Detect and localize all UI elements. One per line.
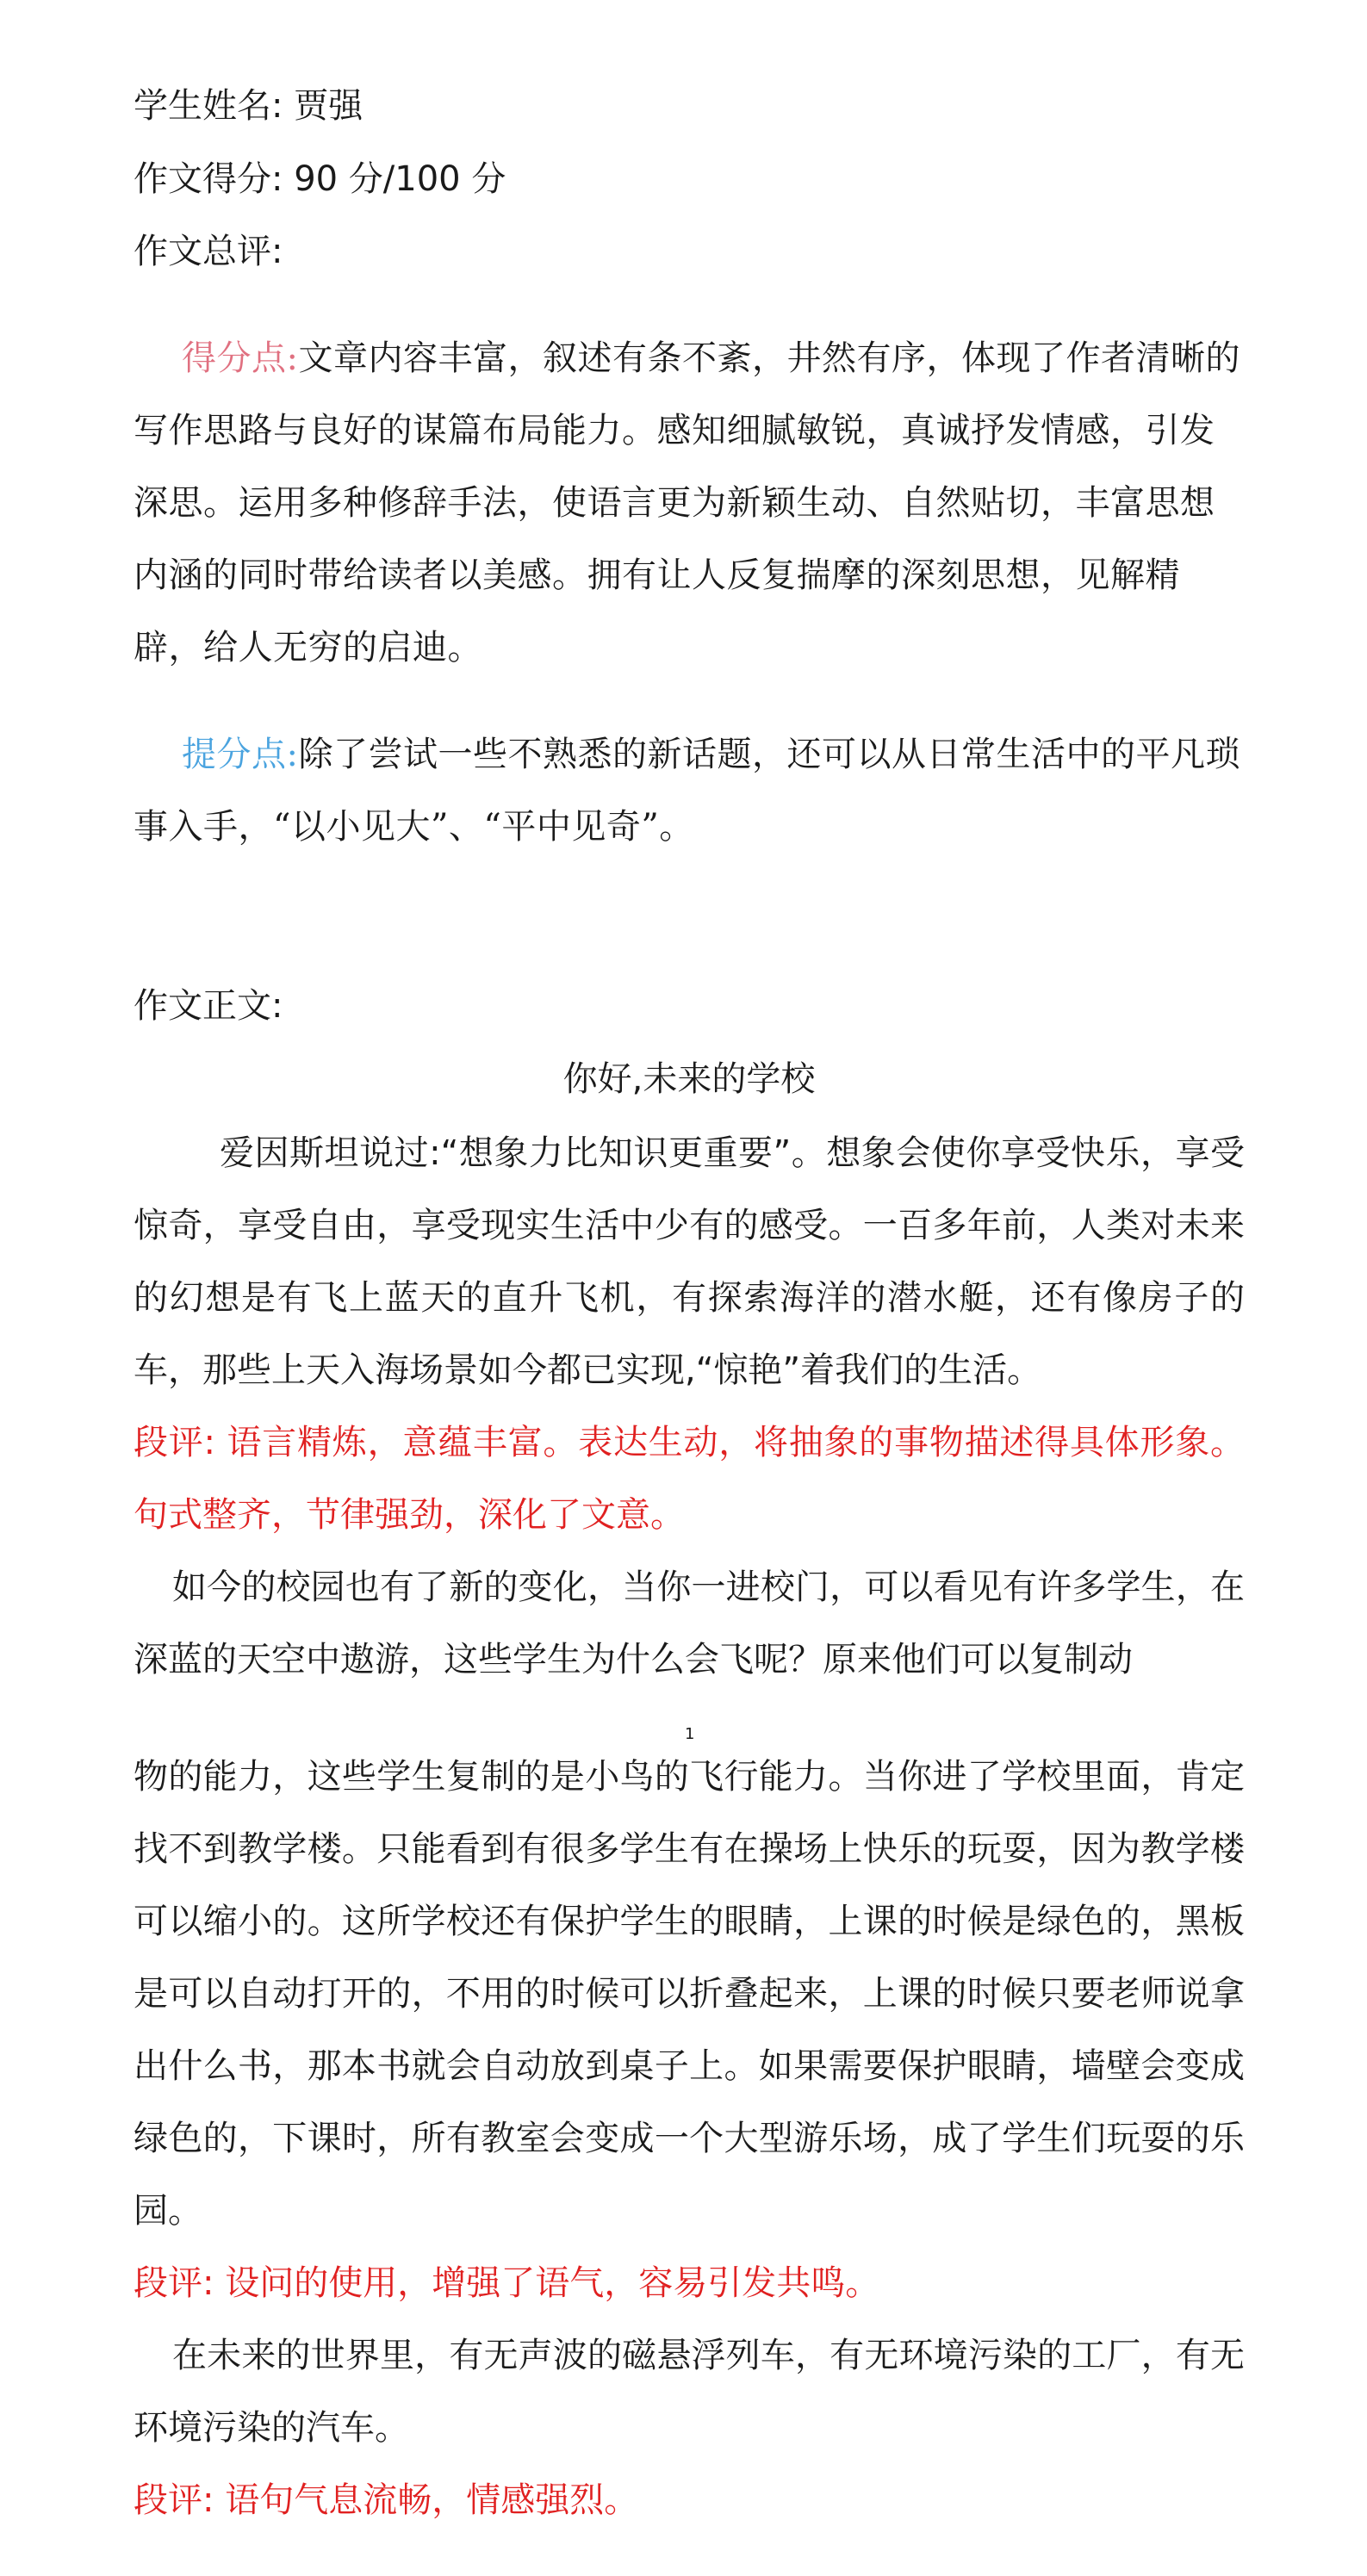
- essay-paragraph-2-start: 如今的校园也有了新的变化，当你一进校门，可以看见有许多学生，在深蓝的天空中遨游，这些学生为什么会飞呢？原来他们可以复制动: [134, 1567, 1245, 1679]
- strengths-paragraph: [134, 322, 1245, 684]
- strengths-label: 得分点:: [182, 338, 299, 378]
- essay-paragraph-3: 在未来的世界里，有无声波的磁悬浮列车，有无环境污染的工厂，有无环境污染的汽车。: [134, 2336, 1245, 2448]
- paragraph-comment-2: 段评: 设问的使用，增强了语气，容易引发共鸣。: [134, 2263, 880, 2303]
- essay-paragraph-2-continued: 物的能力，这些学生复制的是小鸟的飞行能力。当你进了学校里面，肯定找不到教学楼。只能看到有很多学生有在操场上快乐的玩耍，因为教学楼可以缩小的。这所学校还有保护学生的眼睛，上课的时候是绿色的，黑板是可以自动打开的，不用的时候可以折叠起来，上课的时候只要老师说拿出什么书，那本书就会自动放到桌子上。如果需要保护眼睛，墙壁会变成绿色的，下课时，所有教室会变成一个大型游乐场，成了学生们玩耍的乐园。: [134, 1757, 1245, 2231]
- student-name: 学生姓名: 贾强: [134, 86, 363, 126]
- strengths-text: 文章内容丰富，叙述有条不紊，井然有序，体现了作者清晰的写作思路与良好的谋篇布局能力。感知细腻敏锐，真诚抒发情感，引发深思。运用多种修辞手法，使语言更为新颖生动、自然贴切，丰富思想内涵的同时带给读者以美感。拥有让人反复揣摩的深刻思想，见解精辟，给人无穷的启迪。: [134, 338, 1240, 667]
- paragraph-comment-1: 段评: 语言精炼，意蕴丰富。表达生动，将抽象的事物描述得具体形象。句式整齐，节律强劲，深化了文意。: [134, 1423, 1245, 1535]
- essay-score: 作文得分: 90 分/100 分: [134, 159, 506, 199]
- review-heading: 作文总评:: [134, 232, 283, 271]
- essay-title: 你好,未来的学校: [562, 1059, 816, 1099]
- essay-heading: 作文正文:: [134, 986, 283, 1026]
- essay-paragraph-1: 爱因斯坦说过:“想象力比知识更重要”。想象会使你享受快乐，享受惊奇，享受自由，享受现实生活中少有的感受。一百多年前，人类对未来的幻想是有飞上蓝天的直升飞机，有探索海洋的潜水艇，还有像房子的车，那些上天入海场景如今都已实现,“惊艳”着我们的生活。: [134, 1133, 1245, 1390]
- page-number: 1: [685, 1725, 695, 1743]
- improve-text: 除了尝试一些不熟悉的新话题，还可以从日常生活中的平凡琐事入手，“以小见大”、“平中见奇”。: [134, 735, 1240, 847]
- improve-paragraph: [134, 718, 1245, 863]
- paragraph-comment-3: 段评: 语句气息流畅，情感强烈。: [134, 2480, 639, 2520]
- improve-label: 提分点:: [182, 735, 299, 774]
